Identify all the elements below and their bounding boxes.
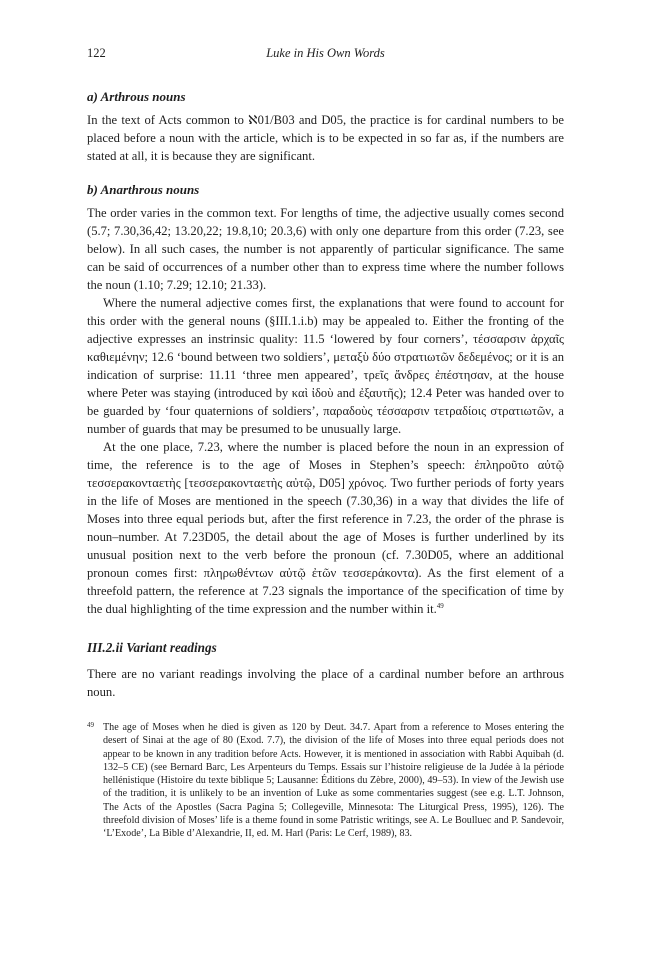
- section-b-paragraph-3: [87, 438, 564, 618]
- footnote: [87, 721, 564, 841]
- section-b-paragraph-2: Where the numeral adjective comes first, the explanations that were found to account for this order with the general nouns (§III.1.i.b) may be appealed to. Either the fronting of the adjective expresses an instrinsic quality: 11.5 ‘lowered by four corners’, τέσσαρσιν ἀρχαῖς καθιεμένην; 12.6 ‘bound between two soldiers’, μεταξὺ δύο στρατιωτῶν δεδεμένος; or it is an indication of surprise: 11.11 ‘three men appeared’, τρεῖς ἄνδρες ἐπέστησαν, at the house where Peter was staying (introduced by καὶ ἰδοὺ and ἐξαυτῆς); 12.4 Peter was handed over to be guarded by ‘four quaternions of soldiers’, παραδοὺς τέσσαρσιν τετραδίοις στρατιωτῶν, a number of guards that may be presumed to be unusually large.: [87, 296, 564, 436]
- page-number: 122: [87, 46, 106, 60]
- footnote-text: The age of Moses when he died is given as 120 by Deut. 34.7. Apart from a reference to Moses entering the desert of Sinai at the age of 80 (Exod. 7.7), the division of the life of Moses into three equal periods does not appear to be known in any tradition before Acts. However, it is mentioned in association with Rabbi Aquibah (d. 132–5 CE) (see Bernard Barc, Les Arpenteurs du Temps. Essais sur l’histoire religieuse de la Judée à la période hellénistique (Histoire du texte biblique 5; Lausanne: Éditions du Zèbre, 2000), 49–53). In view of the Jewish use of the tradition, it is unlikely to be an invention of Luke as some commentaries suggest (see e.g. L.T. Johnson, The Acts of the Apostles (Sacra Pagina 5; Collegeville, Minnesota: The Liturgical Press, 1995), 126). The threefold division of Moses’ life is a theme found in some Patristic writings, see A. Le Boulluec and P. Sandevoir, ‘L’Exode’, La Bible d’Alexandrie, II, ed. M. Harl (Paris: Le Cerf, 1989), 83.: [103, 722, 564, 840]
- section-a-paragraph: In the text of Acts common to ℵ01/B03 and D05, the practice is for cardinal numbers to be placed before a noun with the article, which is to be expected in so far as, if the numbers are stated at all, it is because they are significant.: [87, 113, 564, 163]
- section-c-paragraph: There are no variant readings involving the place of a cardinal number before an arthrous noun.: [87, 667, 564, 699]
- running-title: Luke in His Own Words: [266, 46, 385, 60]
- section-b-paragraph-1: The order varies in the common text. For lengths of time, the adjective usually comes second (5.7; 7.30,36,42; 13.20,22; 19.8,10; 20.3,6) with only one departure from this order (7.23, see below). In all such cases, the number is not apparently of particular significance. The same can be said of occurrences of a number other than to express time where the number follows the noun (1.10; 7.29; 12.10; 21.33).: [87, 206, 564, 292]
- section-a-heading: a) Arthrous nouns: [87, 89, 186, 104]
- page-header: [87, 40, 564, 62]
- section-b-heading: b) Anarthrous nouns: [87, 182, 200, 197]
- footnote-mark: 49: [87, 721, 94, 729]
- book-page: [87, 40, 564, 841]
- section-b-paragraph-3-text: At the one place, 7.23, where the number is placed before the noun in an expression of time, the reference is to the age of Moses in Stephen’s speech: ἐπληροῦτο αὐτῷ τεσσερακονταετὴς [τεσσερακονταετὴς αὐτῷ, D05] χρόνος. Two further periods of forty years in the life of Moses are mentioned in the speech (7.30,36) in a way that divides the life of Moses into three equal periods but, after the first reference in 7.23, the order of the phrase is noun–number. At 7.23D05, the detail about the age of Moses is further underlined by its unusual position next to the verb before the pronoun (cf. 7.30D05, where an additional pronoun comes first: πληρωθέντων αὐτῷ ἐτῶν τεσσεράκοντα). As the first element of a threefold pattern, the reference at 7.23 signals the importance of the specification of time by the dual highlighting of the time expression and the number within it.: [87, 440, 564, 616]
- footnote-reference: 49: [436, 601, 444, 610]
- section-c-heading: III.2.ii Variant readings: [87, 640, 217, 655]
